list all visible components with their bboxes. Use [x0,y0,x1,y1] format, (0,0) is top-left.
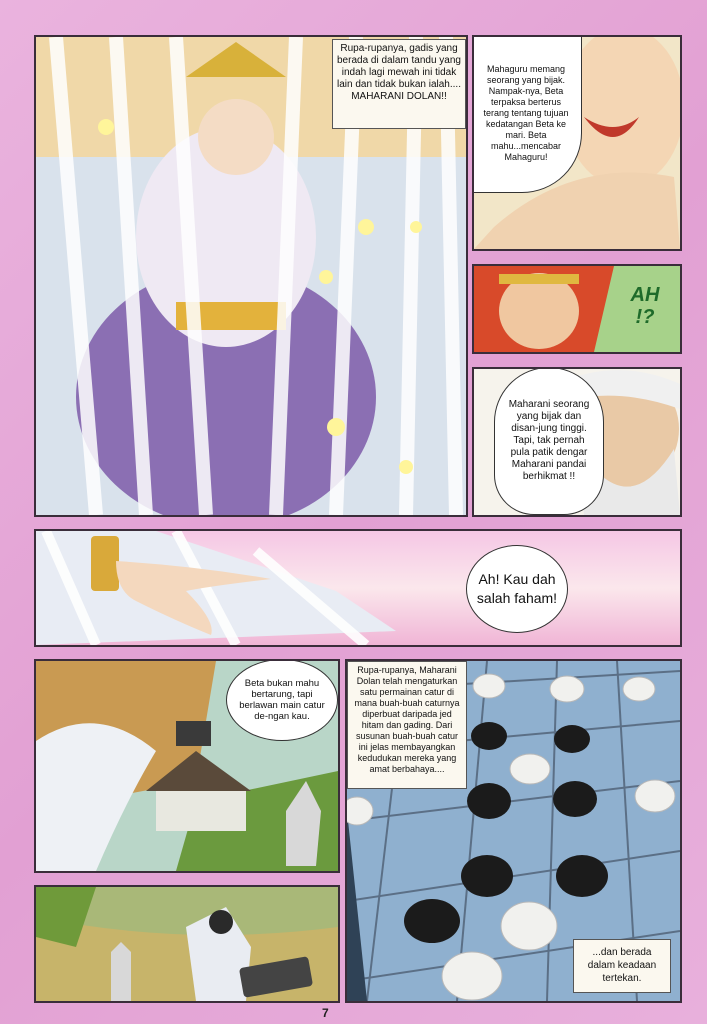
panel-board-carrier [34,885,340,1003]
page-number: 7 [322,1006,329,1020]
speech-bubble: Mahaguru memang seorang yang bijak. Nampak-nya, Beta terpaksa berterus terang tentang tujuan kedatangan Beta ke mari. Beta mahu...mencabar Mahaguru! [472,35,582,193]
panel-pointing-hand [34,529,682,647]
panel-red-face [472,264,682,354]
narration-box: Rupa-rupanya, gadis yang berada di dalam tandu yang indah lagi mewah ini tidak lain dan tidak bukan ialah.... MAHARANI DOLAN!! [332,39,466,129]
board-carrier-illustration [36,887,338,1001]
pointing-hand-illustration [36,531,680,645]
panel-mahaguru-face [472,35,682,251]
narration-box: Rupa-rupanya, Maharani Dolan telah mengaturkan satu permainan catur di mana buah-buah caturnya diperbuat daripada jed hitam dan gading. Dari susunan buah-buah catur ini jelas membayangkan kedudukan mereka yang amat berbahaya.... [347,661,467,789]
narration-box: ...dan berada dalam keadaan tertekan. [573,939,671,993]
panel-old-master [472,367,682,517]
panel-empress [34,35,468,517]
speech-bubble: Beta bukan mahu bertarung, tapi berlawan main catur de-ngan kau. [226,659,338,741]
sound-effect: AH !? [630,284,660,328]
panel-landscape [34,659,340,873]
panel-go-board [345,659,682,1003]
speech-bubble: Maharani seorang yang bijak dan disan-jung tinggi. Tapi, tak pernah pula patik dengar Maharani pandai berhikmat !! [494,367,604,515]
speech-bubble: Ah! Kau dah salah faham! [466,545,568,633]
